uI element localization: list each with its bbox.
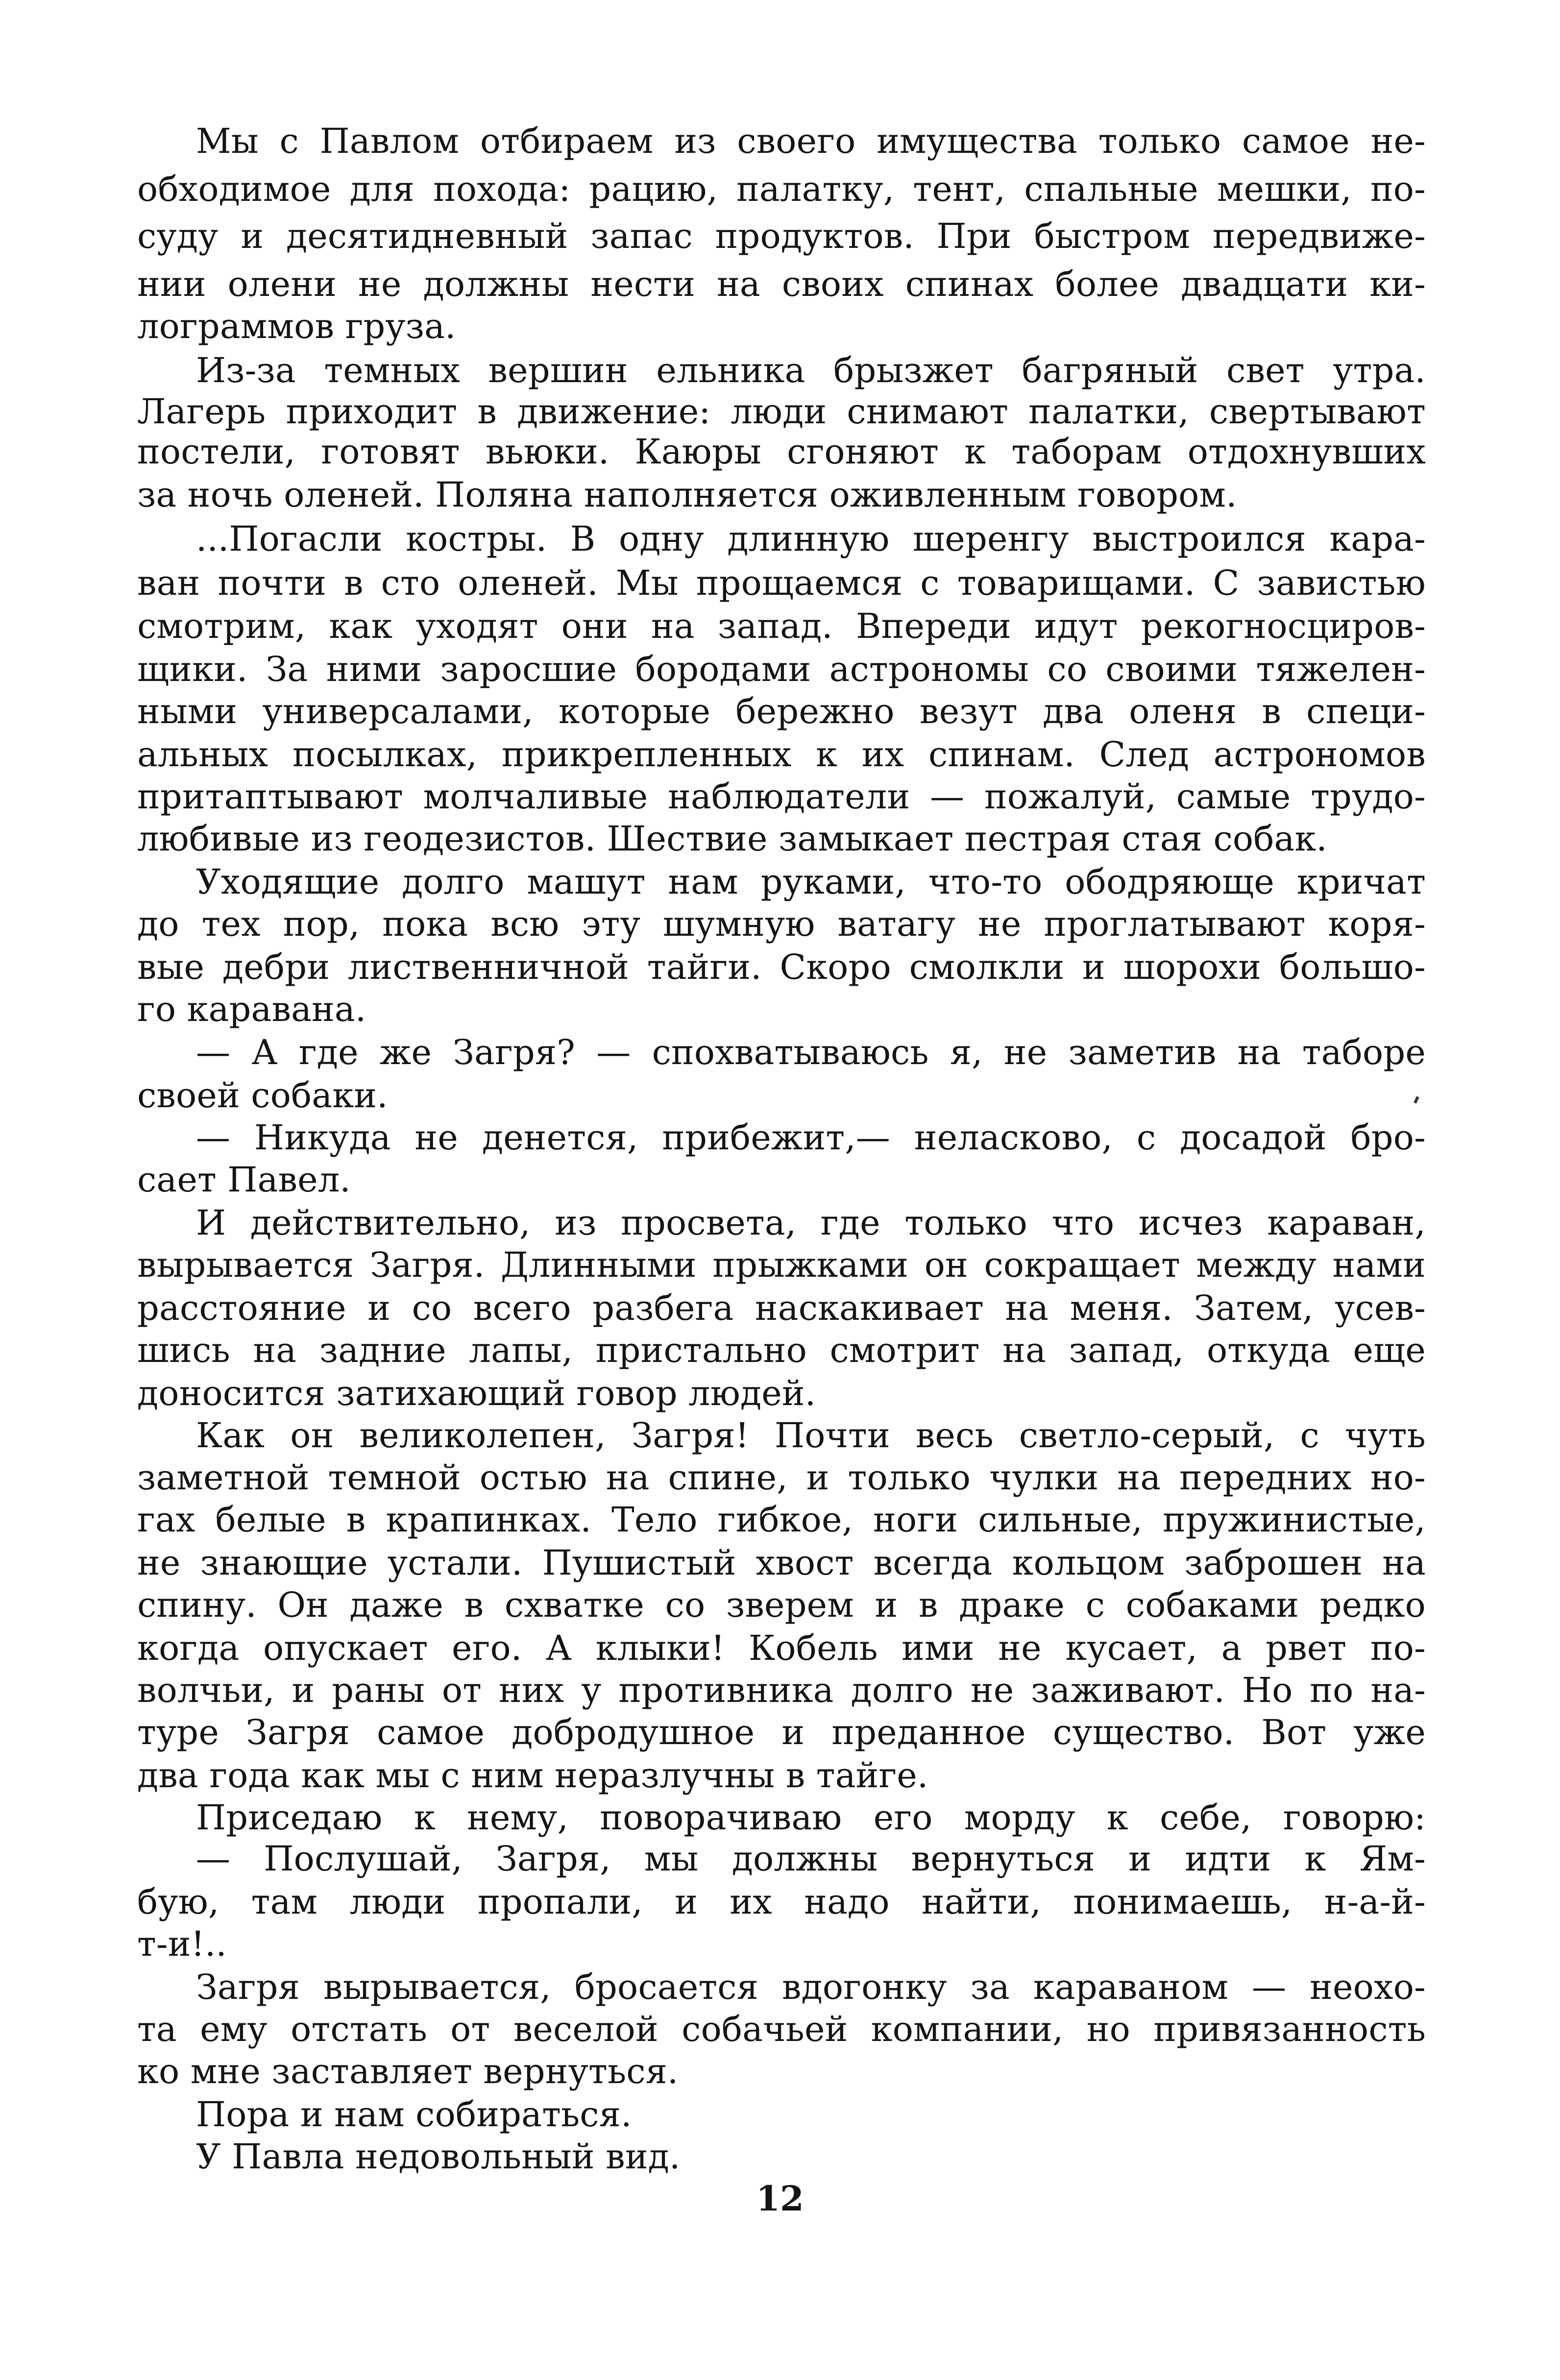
text-line: альных посылках, прикрепленных к их спинам. След астрономов [137, 734, 1426, 775]
text-line: И действительно, из просвета, где только что исчез караван, [196, 1203, 1426, 1243]
text-line: Загря вырывается, бросается вдогонку за караваном — неохо- [196, 1967, 1426, 2007]
text-line: ными универсалами, которые бережно везут два оленя в специ- [137, 691, 1426, 731]
text-line: за ночь оленей. Поляна наполняется оживленным говором. [137, 475, 1237, 515]
text-line: притаптывают молчаливые наблюдатели — пожалуй, самые трудо- [137, 777, 1426, 817]
text-line: ...Погасли костры. В одну длинную шеренгу выстроился кара- [196, 519, 1426, 559]
text-line: обходимое для похода: рацию, палатку, тент, спальные мешки, по- [137, 169, 1426, 209]
text-line: волчьи, и раны от них у противника долго не заживают. Но по на- [137, 1670, 1426, 1710]
text-line: У Павла недовольный вид. [196, 2137, 681, 2177]
text-line: щики. За ними заросшие бородами астрономы со своими тяжелен- [137, 649, 1426, 689]
text-line: Лагерь приходит в движение: люди снимают палатки, свертывают [137, 391, 1426, 432]
text-line: доносится затихающий говор людей. [137, 1373, 816, 1413]
text-line: своей собаки. [137, 1075, 388, 1116]
text-line: т-и!.. [137, 1924, 227, 1964]
text-line: спину. Он даже в схватке со зверем и в драке с собаками редко [137, 1585, 1426, 1625]
text-line: та ему отстать от веселой собачьей компании, но привязанность [137, 2009, 1426, 2049]
text-line: бую, там люди пропали, и их надо найти, понимаешь, н-а-й- [137, 1882, 1426, 1922]
text-line: туре Загря самое добродушное и преданное существо. Вот уже [137, 1712, 1426, 1752]
text-line: любивые из геодезистов. Шествие замыкает пестрая стая собак. [137, 819, 1327, 859]
text-line: Из-за темных вершин ельника брызжет багряный свет утра. [196, 350, 1426, 390]
text-line: вырывается Загря. Длинными прыжками он сокращает между нами [137, 1245, 1426, 1285]
text-line: — А где же Загря? — спохватываюсь я, не заметив на таборе [196, 1032, 1426, 1072]
text-line: смотрим, как уходят они на запад. Впереди идут рекогносциров- [137, 606, 1426, 646]
text-line: ван почти в сто оленей. Мы прощаемся с товарищами. С завистью [137, 563, 1426, 603]
page-number: 12 [756, 2178, 804, 2219]
text-line: не знающие устали. Пушистый хвост всегда кольцом заброшен на [137, 1543, 1426, 1583]
text-line: сает Павел. [137, 1160, 351, 1200]
text-line: — Послушай, Загря, мы должны вернуться и идти к Ям- [196, 1839, 1426, 1879]
text-line: нии олени не должны нести на своих спинах более двадцати ки- [137, 264, 1426, 304]
text-line: го каравана. [137, 989, 366, 1029]
text-line: заметной темной остью на спине, и только чулки на передних но- [137, 1457, 1426, 1498]
text-line: когда опускает его. А клыки! Кобель ими не кусает, а рвет по- [137, 1628, 1426, 1668]
text-line: ко мне заставляет вернуться. [137, 2051, 679, 2091]
text-line: до тех пор, пока всю эту шумную ватагу не проглатывают коря- [137, 904, 1426, 944]
text-line: вые дебри лиственничной тайги. Скоро смолкли и шорохи большо- [137, 947, 1426, 987]
text-line: шись на задние лапы, пристально смотрит на запад, откуда еще [137, 1330, 1426, 1370]
text-line: постели, готовят вьюки. Каюры сгоняют к таборам отдохнувших [137, 432, 1426, 472]
text-line: расстояние и со всего разбега наскакивает на меня. Затем, усев- [137, 1288, 1426, 1328]
text-line: Приседаю к нему, поворачиваю его морду к себе, говорю: [196, 1797, 1426, 1838]
text-line: Уходящие долго машут нам руками, что-то ободряюще кричат [196, 862, 1426, 902]
text-line: Как он великолепен, Загря! Почти весь светло-серый, с чуть [196, 1415, 1426, 1456]
text-line: два года как мы с ним неразлучны в тайге. [137, 1755, 928, 1796]
text-line: Мы с Павлом отбираем из своего имущества только самое не- [196, 121, 1426, 161]
text-line: — Никуда не денется, прибежит,— неласково, с досадой бро- [196, 1117, 1426, 1158]
text-line: гах белые в крапинках. Тело гибкое, ноги сильные, пружинистые, [137, 1500, 1426, 1540]
text-line: лограммов груза. [137, 306, 456, 346]
text-line: суду и десятидневный запас продуктов. При быстром передвиже- [137, 216, 1426, 256]
text-line: Пора и нам собираться. [196, 2094, 632, 2135]
